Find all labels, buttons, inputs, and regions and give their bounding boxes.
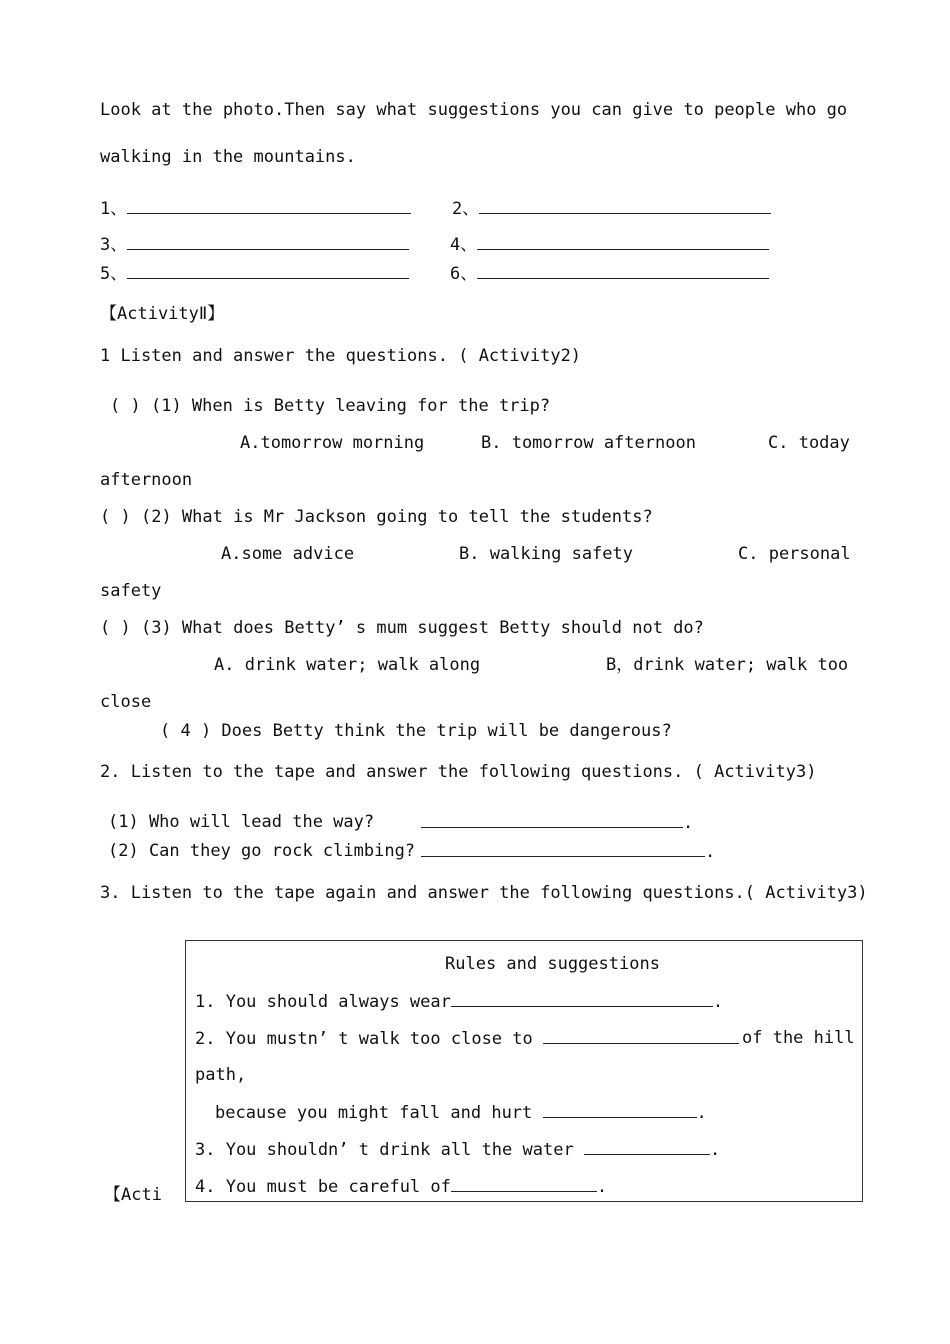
answer-line[interactable] [451,1176,597,1192]
answer-line[interactable] [584,1139,710,1155]
answer-line[interactable] [479,198,771,214]
question-1 [110,396,550,416]
option-wrap: safety [100,581,162,601]
answer-line[interactable] [127,263,409,279]
blank-number: 1、 [100,199,128,219]
option-b: B，drink water; walk too [606,655,849,675]
intro-line-1: Look at the photo.Then say what suggestions you can give to people who go [100,100,848,120]
rule-3 [195,1139,720,1160]
option-a: A.some advice [221,544,355,564]
blank-row-6 [450,263,769,284]
question-text: (2) What is Mr Jackson going to tell the students? [140,507,653,527]
answer-line[interactable] [477,234,769,250]
blank-number: 5、 [100,264,128,284]
answer-line[interactable] [543,1028,739,1044]
period: . [709,1140,721,1160]
part1-title: 1 Listen and answer the questions. ( Activity2) [100,346,582,366]
option-c: C. personal [738,544,851,564]
rule-text: 3. You shouldn’ t drink all the water [195,1140,574,1160]
part3-title: 3. Listen to the tape again and answer the following questions.( Activity3) [100,883,868,903]
period: . [705,842,716,862]
period: . [683,813,694,833]
answer-paren[interactable]: ( ) [100,618,131,638]
part2-question-1: (1) Who will lead the way? [108,812,375,832]
part2-answer-1 [421,812,693,833]
answer-line[interactable] [543,1102,697,1118]
answer-line[interactable] [421,812,683,828]
blank-number: 6、 [450,264,478,284]
rules-box [185,940,863,1202]
rule-4 [195,1176,607,1197]
option-wrap: close [100,692,152,712]
question-2 [100,507,653,527]
rule-2-reason [215,1102,707,1123]
option-c: C. today [768,433,850,453]
blank-number: 3、 [100,235,128,255]
blank-row-1 [100,198,411,219]
part2-question-2: (2) Can they go rock climbing? [108,841,416,861]
activity-heading: 【ActivityⅡ】 [100,304,225,324]
period: . [596,1177,608,1197]
rule-text: 4. You must be careful of [195,1177,451,1197]
period: . [712,992,724,1012]
option-a: A.tomorrow morning [240,433,425,453]
answer-line[interactable] [451,991,713,1007]
blank-row-2 [452,198,771,219]
option-wrap: afternoon [100,470,193,490]
rule-text: 2. You mustn’ t walk too close to [195,1029,533,1049]
rule-2 [195,1028,739,1049]
rule-2-wrap: path, [195,1065,247,1085]
question-4: ( 4 ) Does Betty think the trip will be dangerous? [160,721,672,741]
blank-number: 2、 [452,199,480,219]
option-b: B. walking safety [459,544,633,564]
period: . [696,1103,707,1123]
blank-row-5 [100,263,409,284]
option-b: B. tomorrow afternoon [481,433,696,453]
part2-title: 2. Listen to the tape and answer the following questions. ( Activity3) [100,762,817,782]
answer-line[interactable] [421,841,705,857]
rules-title: Rules and suggestions [445,954,660,974]
question-3 [100,618,704,638]
rule-text: 1. You should always wear [195,992,451,1012]
answer-line[interactable] [127,198,411,214]
cutoff-heading: 【Acti [104,1185,162,1205]
answer-paren[interactable]: ( ) [110,396,141,416]
rule-text: because you might fall and hurt [215,1103,533,1123]
rule-2-continuation: of the hill [742,1028,855,1048]
answer-line[interactable] [477,263,769,279]
blank-row-4 [450,234,769,255]
intro-line-2: walking in the mountains. [100,147,356,167]
answer-line[interactable] [127,234,409,250]
rule-1 [195,991,723,1012]
question-text: (3) What does Betty’ s mum suggest Betty should not do? [140,618,704,638]
blank-number: 4、 [450,235,478,255]
answer-paren[interactable]: ( ) [100,507,131,527]
part2-answer-2 [421,841,715,862]
blank-row-3 [100,234,409,255]
option-a: A. drink water; walk along [214,655,481,675]
question-text: (1) When is Betty leaving for the trip? [150,396,551,416]
